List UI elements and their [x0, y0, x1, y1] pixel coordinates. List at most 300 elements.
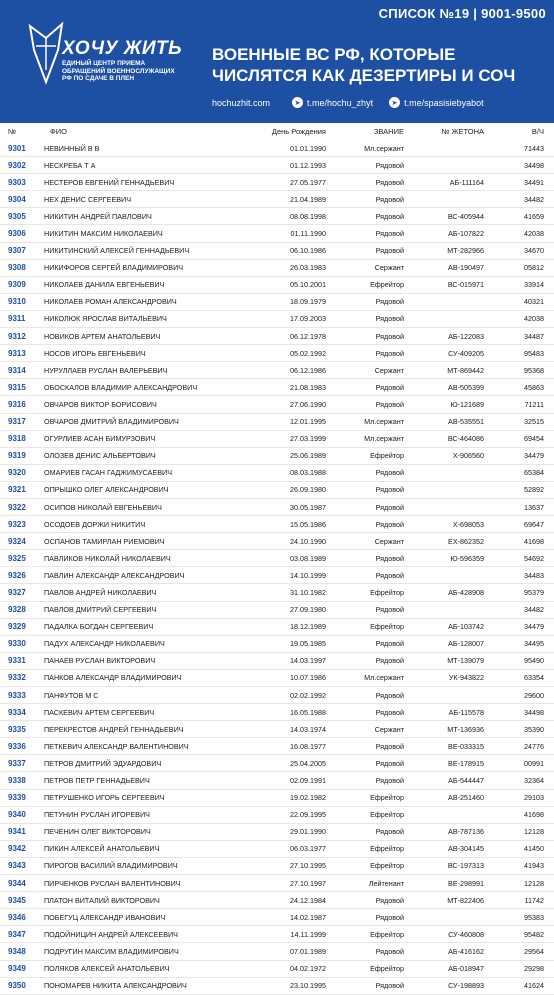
row-number: 9341 [0, 823, 40, 840]
row-dob: 17.09.2003 [240, 310, 326, 327]
row-rank: Рядовой [326, 157, 404, 174]
row-number: 9346 [0, 909, 40, 926]
row-name: ОСПАНОВ ТАМИРЛАН РИЕМОВИЧ [40, 533, 240, 550]
row-token: ВЕ-298991 [404, 875, 484, 892]
row-rank: Рядовой [326, 310, 404, 327]
table-row [0, 943, 554, 960]
row-dob: 16.08.1977 [240, 738, 326, 755]
row-token [404, 498, 484, 515]
table-row [0, 875, 554, 892]
table-row [0, 396, 554, 413]
row-number: 9337 [0, 755, 40, 772]
deserters-table [0, 123, 554, 995]
telegram-link-2-label: t.me/spasisiebyabot [404, 97, 484, 108]
row-dob: 14.03.1974 [240, 721, 326, 738]
row-number: 9331 [0, 652, 40, 669]
row-name: ПЕРЕКРЕСТОВ АНДРЕЙ ГЕННАДЬЕВИЧ [40, 721, 240, 738]
table-row [0, 379, 554, 396]
row-dob: 19.05.1985 [240, 635, 326, 652]
row-number: 9315 [0, 379, 40, 396]
row-unit: 95383 [484, 909, 554, 926]
col-header-number: № [8, 127, 17, 136]
row-name: НИКИФОРОВ СЕРГЕЙ ВЛАДИМИРОВИЧ [40, 259, 240, 276]
table-row [0, 960, 554, 977]
row-dob: 14.10.1999 [240, 567, 326, 584]
row-rank: Рядовой [326, 823, 404, 840]
row-rank: Рядовой [326, 396, 404, 413]
row-unit: 32364 [484, 772, 554, 789]
row-dob: 05.10.2001 [240, 276, 326, 293]
row-rank: Рядовой [326, 379, 404, 396]
row-unit: 95482 [484, 926, 554, 943]
row-unit: 34479 [484, 447, 554, 464]
row-token: АБ-416162 [404, 943, 484, 960]
row-dob: 23.10.1995 [240, 977, 326, 994]
row-name: ПЕТРУШЕНКО ИГОРЬ СЕРГЕЕВИЧ [40, 789, 240, 806]
table-row [0, 242, 554, 259]
row-unit: 40321 [484, 293, 554, 310]
row-token: АВ-535551 [404, 413, 484, 430]
row-unit: 41659 [484, 208, 554, 225]
row-unit: 11742 [484, 892, 554, 909]
row-token [404, 191, 484, 208]
page-header [0, 0, 554, 123]
row-name: НЕСТЕРОВ ЕВГЕНИЙ ГЕННАДЬЕВИЧ [40, 174, 240, 191]
row-number: 9340 [0, 806, 40, 823]
row-token [404, 464, 484, 481]
row-rank: Рядовой [326, 464, 404, 481]
row-name: ПИРЧЕНКОВ РУСЛАН ВАЛЕНТИНОВИЧ [40, 875, 240, 892]
row-rank: Рядовой [326, 293, 404, 310]
row-number: 9305 [0, 208, 40, 225]
row-token [404, 293, 484, 310]
row-rank: Ефрейтор [326, 618, 404, 635]
row-dob: 18.12.1989 [240, 618, 326, 635]
row-rank: Ефрейтор [326, 447, 404, 464]
row-rank: Сержант [326, 721, 404, 738]
row-token [404, 909, 484, 926]
row-token: АВ-505399 [404, 379, 484, 396]
row-rank: Рядовой [326, 977, 404, 994]
row-unit: 34483 [484, 567, 554, 584]
row-number: 9333 [0, 687, 40, 704]
row-number: 9306 [0, 225, 40, 242]
row-unit: 63354 [484, 669, 554, 686]
row-rank: Ефрейтор [326, 806, 404, 823]
row-number: 9309 [0, 276, 40, 293]
row-token: АБ-115578 [404, 704, 484, 721]
row-rank: Лейтенант [326, 875, 404, 892]
row-rank: Рядовой [326, 704, 404, 721]
row-dob: 15.05.1986 [240, 516, 326, 533]
row-unit: 34482 [484, 601, 554, 618]
row-dob: 27.06.1990 [240, 396, 326, 413]
row-number: 9324 [0, 533, 40, 550]
table-row [0, 704, 554, 721]
row-dob: 30.05.1987 [240, 498, 326, 515]
row-token: ВС-015971 [404, 276, 484, 293]
row-rank: Рядовой [326, 755, 404, 772]
row-number: 9330 [0, 635, 40, 652]
row-unit: 71211 [484, 396, 554, 413]
table-row [0, 772, 554, 789]
table-row [0, 276, 554, 293]
row-rank: Сержант [326, 533, 404, 550]
row-unit: 69647 [484, 516, 554, 533]
row-name: ОСОДОЕВ ДОРЖИ НИКИТИЧ [40, 516, 240, 533]
row-number: 9325 [0, 550, 40, 567]
row-name: ПЕТУНИН РУСЛАН ИГОРЕВИЧ [40, 806, 240, 823]
row-token: Х-906560 [404, 447, 484, 464]
row-token: АБ-103742 [404, 618, 484, 635]
row-unit: 95483 [484, 345, 554, 362]
table-row [0, 516, 554, 533]
row-number: 9336 [0, 738, 40, 755]
row-rank: Ефрейтор [326, 926, 404, 943]
table-row [0, 259, 554, 276]
row-name: ПЕТРОВ ДМИТРИЙ ЭДУАРДОВИЧ [40, 755, 240, 772]
table-row [0, 926, 554, 943]
row-dob: 05.02.1992 [240, 345, 326, 362]
row-number: 9344 [0, 875, 40, 892]
row-unit: 35390 [484, 721, 554, 738]
list-label: СПИСОК №19 | 9001-9500 [378, 6, 546, 21]
row-number: 9312 [0, 328, 40, 345]
row-number: 9319 [0, 447, 40, 464]
table-row [0, 755, 554, 772]
row-name: НИКОЛАЕВ ДАНИЛА ЕВГЕНЬЕВИЧ [40, 276, 240, 293]
row-token [404, 601, 484, 618]
site-link[interactable]: hochuzhit.com [212, 97, 271, 108]
row-number: 9348 [0, 943, 40, 960]
row-name: ОМАРИЕВ ГАСАН ГАДЖИМУСАЕВИЧ [40, 464, 240, 481]
row-name: ПОЛЯКОВ АЛЕКСЕЙ АНАТОЛЬЕВИЧ [40, 960, 240, 977]
row-rank: Ефрейтор [326, 857, 404, 874]
col-header-dob: День Рождения [271, 127, 326, 136]
row-number: 9323 [0, 516, 40, 533]
row-rank: Рядовой [326, 635, 404, 652]
row-name: ПОДОЙНИЦИН АНДРЕЙ АЛЕКСЕЕВИЧ [40, 926, 240, 943]
row-name: НИКОЛАЕВ РОМАН АЛЕКСАНДРОВИЧ [40, 293, 240, 310]
row-rank: Мл.сержант [326, 140, 404, 157]
table-row [0, 481, 554, 498]
row-token: ВЕ-033315 [404, 738, 484, 755]
row-token: МТ-822406 [404, 892, 484, 909]
row-rank: Рядовой [326, 738, 404, 755]
row-rank: Рядовой [326, 345, 404, 362]
table-row [0, 362, 554, 379]
row-name: НЕХ ДЕНИС СЕРГЕЕВИЧ [40, 191, 240, 208]
row-unit: 65384 [484, 464, 554, 481]
row-unit: 24776 [484, 738, 554, 755]
page-title: ВОЕННЫЕ ВС РФ, КОТОРЫЕ ЧИСЛЯТСЯ КАК ДЕЗЕРТИРЫ И СОЧ [212, 45, 516, 85]
row-name: ОЛОЗЕВ ДЕНИС АЛЬБЕРТОВИЧ [40, 447, 240, 464]
row-number: 9349 [0, 960, 40, 977]
row-dob: 02.02.1992 [240, 687, 326, 704]
row-name: ПЕТКЕВИЧ АЛЕКСАНДР ВАЛЕНТИНОВИЧ [40, 738, 240, 755]
row-unit: 33914 [484, 276, 554, 293]
row-name: ПАВЛОВ ДМИТРИЙ СЕРГЕЕВИЧ [40, 601, 240, 618]
row-dob: 04.02.1972 [240, 960, 326, 977]
table-row [0, 618, 554, 635]
row-number: 9313 [0, 345, 40, 362]
telegram-link-1[interactable] [292, 97, 373, 108]
row-rank: Рядовой [326, 772, 404, 789]
row-number: 9317 [0, 413, 40, 430]
row-unit: 29103 [484, 789, 554, 806]
row-rank: Рядовой [326, 208, 404, 225]
row-unit: 41943 [484, 857, 554, 874]
row-token: Ю-121689 [404, 396, 484, 413]
brand-subtitle: ЕДИНЫЙ ЦЕНТР ПРИЕМА ОБРАЩЕНИЙ ВОЕННОСЛУЖАЩИХ РФ ПО СДАЧЕ В ПЛЕН [62, 60, 175, 82]
row-name: ПАВЛИКОВ НИКОЛАЙ НИКОЛАЕВИЧ [40, 550, 240, 567]
row-dob: 06.03.1977 [240, 840, 326, 857]
row-unit: 34498 [484, 157, 554, 174]
row-name: НИКИТИНСКИЙ АЛЕКСЕЙ ГЕННАДЬЕВИЧ [40, 242, 240, 259]
row-name: ПАНАЕВ РУСЛАН ВИКТОРОВИЧ [40, 652, 240, 669]
row-name: ОБОСКАЛОВ ВЛАДИМИР АЛЕКСАНДРОВИЧ [40, 379, 240, 396]
table-row [0, 652, 554, 669]
table-row [0, 293, 554, 310]
row-token: СУ-198893 [404, 977, 484, 994]
row-token: Х-698053 [404, 516, 484, 533]
row-dob: 02.09.1991 [240, 772, 326, 789]
row-name: ПОБЕГУЦ АЛЕКСАНДР ИВАНОВИЧ [40, 909, 240, 926]
row-name: ПИРОГОВ ВАСИЛИЙ ВЛАДИМИРОВИЧ [40, 857, 240, 874]
telegram-icon: ➤ [389, 97, 400, 108]
row-rank: Рядовой [326, 909, 404, 926]
row-dob: 12.01.1995 [240, 413, 326, 430]
row-number: 9321 [0, 481, 40, 498]
row-number: 9322 [0, 498, 40, 515]
row-number: 9334 [0, 704, 40, 721]
table-row [0, 635, 554, 652]
table-row [0, 789, 554, 806]
table-row [0, 174, 554, 191]
table-row [0, 225, 554, 242]
row-number: 9347 [0, 926, 40, 943]
row-token: ЕХ-862352 [404, 533, 484, 550]
row-rank: Мл.сержант [326, 669, 404, 686]
row-dob: 27.10.1997 [240, 875, 326, 892]
row-token: АВ-787136 [404, 823, 484, 840]
row-number: 9338 [0, 772, 40, 789]
row-rank: Рядовой [326, 242, 404, 259]
row-token: АВ-190497 [404, 259, 484, 276]
row-rank: Мл.сержант [326, 413, 404, 430]
telegram-icon: ➤ [292, 97, 303, 108]
row-dob: 03.08.1989 [240, 550, 326, 567]
row-rank: Ефрейтор [326, 840, 404, 857]
row-token: ВС-405944 [404, 208, 484, 225]
row-token [404, 481, 484, 498]
row-token: АБ-428908 [404, 584, 484, 601]
row-rank: Сержант [326, 362, 404, 379]
row-token: СУ-409205 [404, 345, 484, 362]
row-dob: 07.01.1989 [240, 943, 326, 960]
row-unit: 69454 [484, 430, 554, 447]
row-name: ПОНОМАРЕВ НИКИТА АЛЕКСАНДРОВИЧ [40, 977, 240, 994]
row-name: ПАНФУТОВ М С [40, 687, 240, 704]
table-row [0, 840, 554, 857]
table-row [0, 550, 554, 567]
row-rank: Рядовой [326, 498, 404, 515]
row-dob: 24.12.1984 [240, 892, 326, 909]
row-unit: 54692 [484, 550, 554, 567]
row-dob: 08.03.1988 [240, 464, 326, 481]
row-token: МТ-282966 [404, 242, 484, 259]
table-row [0, 857, 554, 874]
row-name: ПЛАТОН ВИТАЛИЙ ВИКТОРОВИЧ [40, 892, 240, 909]
row-unit: 41698 [484, 533, 554, 550]
row-dob: 27.10.1995 [240, 857, 326, 874]
row-name: ПАВЛОВ АНДРЕЙ НИКОЛАЕВИЧ [40, 584, 240, 601]
row-name: ПЕТРОВ ПЕТР ГЕННАДЬЕВИЧ [40, 772, 240, 789]
row-dob: 14.02.1987 [240, 909, 326, 926]
table-header [0, 123, 554, 140]
row-number: 9314 [0, 362, 40, 379]
row-unit: 34479 [484, 618, 554, 635]
row-name: ОВЧАРОВ ДМИТРИЙ ВЛАДИМИРОВИЧ [40, 413, 240, 430]
table-row [0, 823, 554, 840]
col-header-unit: В/Ч [531, 127, 544, 136]
row-number: 9329 [0, 618, 40, 635]
row-name: ПАВЛИН АЛЕКСАНДР АЛЕКСАНДРОВИЧ [40, 567, 240, 584]
row-number: 9343 [0, 857, 40, 874]
row-token: МТ-869442 [404, 362, 484, 379]
table-row [0, 328, 554, 345]
row-number: 9301 [0, 140, 40, 157]
table-row [0, 430, 554, 447]
row-number: 9339 [0, 789, 40, 806]
row-unit: 95368 [484, 362, 554, 379]
row-dob: 10.07.1986 [240, 669, 326, 686]
table-row [0, 464, 554, 481]
row-unit: 41624 [484, 977, 554, 994]
row-rank: Рядовой [326, 601, 404, 618]
row-rank: Рядовой [326, 652, 404, 669]
row-dob: 01.11.1990 [240, 225, 326, 242]
row-dob: 24.10.1990 [240, 533, 326, 550]
row-unit: 42038 [484, 225, 554, 242]
row-unit: 00991 [484, 755, 554, 772]
table-row [0, 191, 554, 208]
row-unit: 34498 [484, 704, 554, 721]
row-number: 9326 [0, 567, 40, 584]
table-row [0, 140, 554, 157]
row-dob: 25.06.1989 [240, 447, 326, 464]
row-dob: 06.10.1986 [240, 242, 326, 259]
table-row [0, 567, 554, 584]
row-rank: Рядовой [326, 516, 404, 533]
row-token [404, 687, 484, 704]
table-row [0, 977, 554, 994]
row-token: АБ-107822 [404, 225, 484, 242]
table-body [0, 140, 554, 994]
row-token [404, 310, 484, 327]
row-number: 9308 [0, 259, 40, 276]
table-row [0, 584, 554, 601]
row-token: Ю-596359 [404, 550, 484, 567]
row-name: НОСОВ ИГОРЬ ЕВГЕНЬЕВИЧ [40, 345, 240, 362]
row-rank: Ефрейтор [326, 960, 404, 977]
row-unit: 32515 [484, 413, 554, 430]
row-unit: 42038 [484, 310, 554, 327]
row-unit: 13637 [484, 498, 554, 515]
row-name: ПЕЧЕНИН ОЛЕГ ВИКТОРОВИЧ [40, 823, 240, 840]
row-name: ПОДРУГИН МАКСИМ ВЛАДИМИРОВИЧ [40, 943, 240, 960]
table-row [0, 345, 554, 362]
row-unit: 52892 [484, 481, 554, 498]
row-dob: 19.02.1982 [240, 789, 326, 806]
row-number: 9307 [0, 242, 40, 259]
row-rank: Мл.сержант [326, 430, 404, 447]
row-name: ПИКИН АЛЕКСЕЙ АНАТОЛЬЕВИЧ [40, 840, 240, 857]
row-token: АБ-122083 [404, 328, 484, 345]
table-row [0, 157, 554, 174]
row-number: 9316 [0, 396, 40, 413]
row-number: 9332 [0, 669, 40, 686]
row-number: 9327 [0, 584, 40, 601]
table-row [0, 721, 554, 738]
row-unit: 34487 [484, 328, 554, 345]
row-unit: 34482 [484, 191, 554, 208]
table-row [0, 892, 554, 909]
row-name: ПАДУХ АЛЕКСАНДР НИКОЛАЕВИЧ [40, 635, 240, 652]
row-unit: 29600 [484, 687, 554, 704]
row-unit: 34495 [484, 635, 554, 652]
row-dob: 21.08.1983 [240, 379, 326, 396]
row-rank: Рядовой [326, 550, 404, 567]
row-name: НОВИКОВ АРТЕМ АНАТОЛЬЕВИЧ [40, 328, 240, 345]
row-rank: Сержант [326, 259, 404, 276]
row-unit: 95490 [484, 652, 554, 669]
row-dob: 14.03.1997 [240, 652, 326, 669]
row-unit: 95379 [484, 584, 554, 601]
row-dob: 01.12.1993 [240, 157, 326, 174]
row-unit: 34491 [484, 174, 554, 191]
row-number: 9335 [0, 721, 40, 738]
row-dob: 26.03.1983 [240, 259, 326, 276]
row-token: АБ-018947 [404, 960, 484, 977]
row-token: АБ-111164 [404, 174, 484, 191]
row-number: 9311 [0, 310, 40, 327]
row-number: 9328 [0, 601, 40, 618]
table-row [0, 413, 554, 430]
row-name: ПАСКЕВИЧ АРТЕМ СЕРГЕЕВИЧ [40, 704, 240, 721]
col-header-token: № ЖЕТОНА [441, 127, 484, 136]
table-row [0, 669, 554, 686]
row-dob: 14.11.1999 [240, 926, 326, 943]
telegram-link-2[interactable] [389, 97, 484, 108]
row-rank: Рядовой [326, 225, 404, 242]
row-number: 9310 [0, 293, 40, 310]
table-row [0, 310, 554, 327]
row-rank: Рядовой [326, 174, 404, 191]
row-dob: 08.08.1998 [240, 208, 326, 225]
row-token [404, 806, 484, 823]
row-rank: Рядовой [326, 567, 404, 584]
row-number: 9320 [0, 464, 40, 481]
row-dob: 25.04.2005 [240, 755, 326, 772]
header-links [212, 97, 542, 108]
row-dob: 27.05.1977 [240, 174, 326, 191]
row-name: ОВЧАРОВ ВИКТОР БОРИСОВИЧ [40, 396, 240, 413]
row-token: МТ-136936 [404, 721, 484, 738]
row-dob: 22.09.1995 [240, 806, 326, 823]
row-name: НИКИТИН АНДРЕЙ ПАВЛОВИЧ [40, 208, 240, 225]
row-dob: 21.04.1989 [240, 191, 326, 208]
